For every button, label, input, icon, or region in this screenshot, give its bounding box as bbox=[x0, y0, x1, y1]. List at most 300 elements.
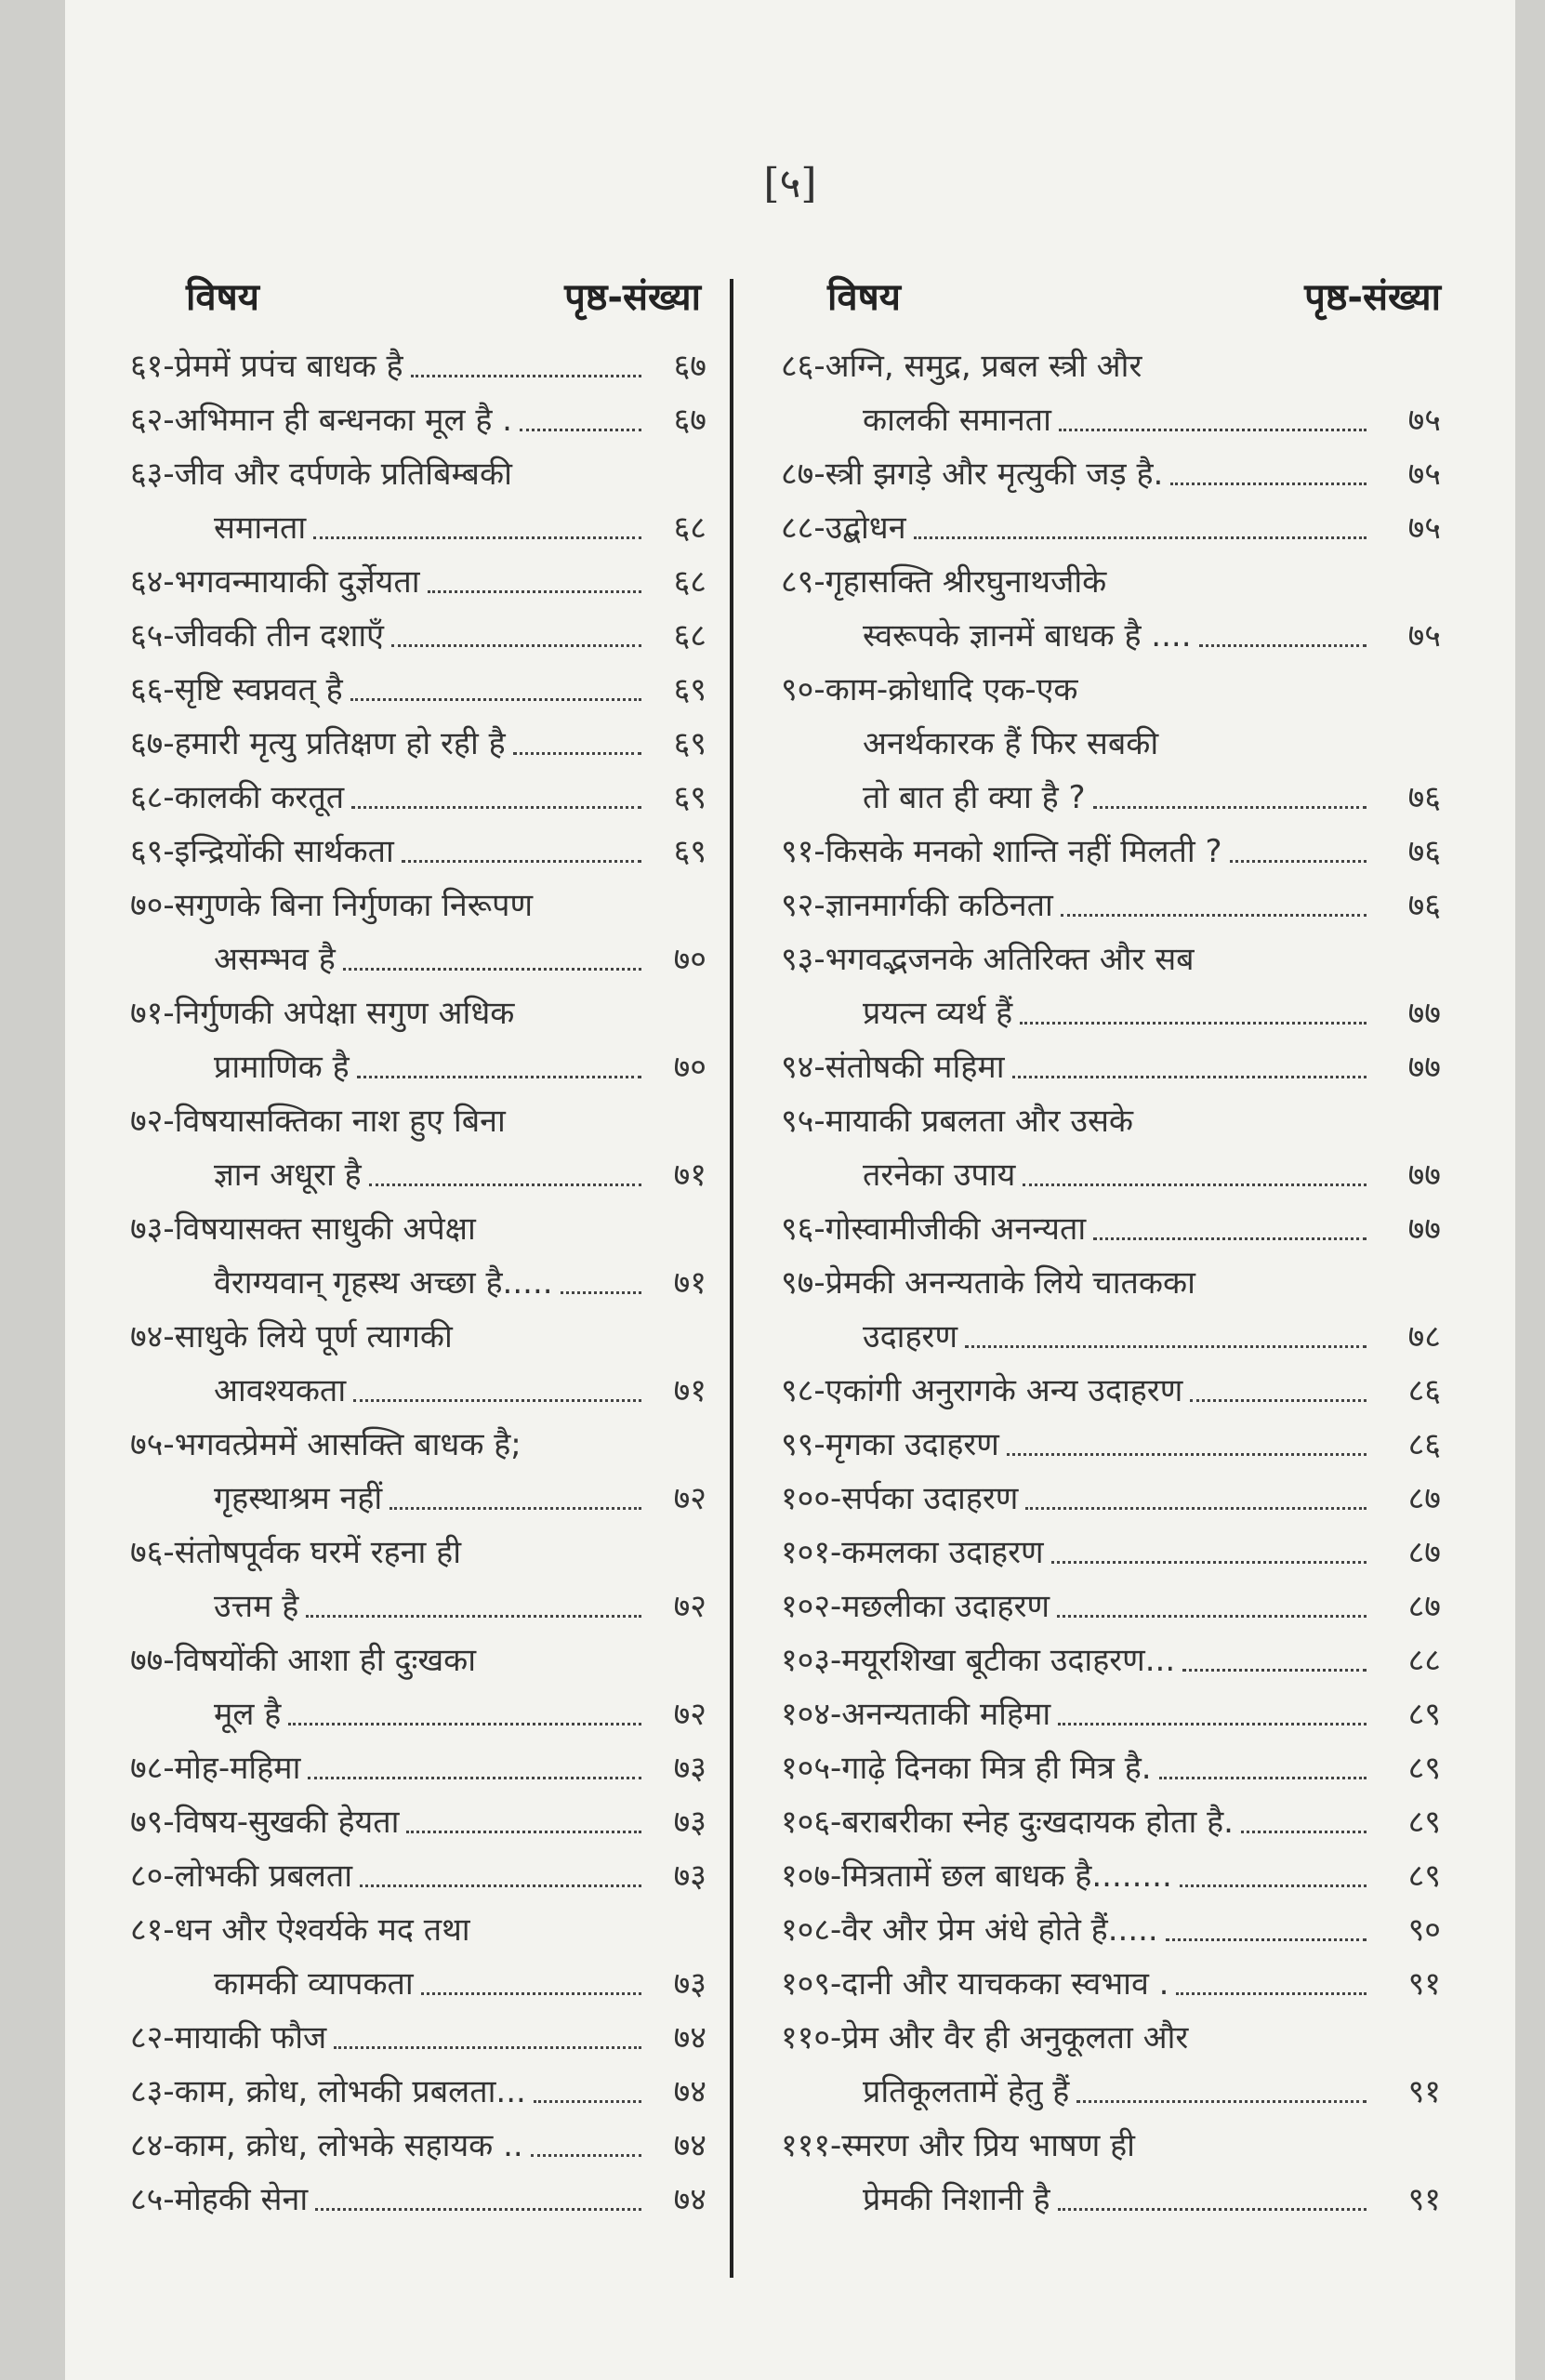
toc-entry-line bbox=[130, 2173, 706, 2227]
toc-entry-line bbox=[130, 1364, 706, 1418]
toc-entry-title: समानता bbox=[214, 509, 307, 547]
toc-entry bbox=[781, 339, 1441, 447]
dot-leader bbox=[1230, 860, 1367, 863]
toc-entry-line bbox=[130, 2065, 706, 2119]
toc-entry-page: ७४ bbox=[673, 2073, 706, 2110]
toc-entry-page: ६९ bbox=[673, 833, 706, 870]
toc-entry-title: १०६-बराबरीका स्नेह दुःखदायक होता है. bbox=[781, 1804, 1234, 1841]
toc-entry-title: ६६-सृष्टि स्वप्नवत् है bbox=[130, 671, 343, 708]
dot-leader bbox=[1166, 1938, 1367, 1941]
toc-entry-line bbox=[781, 393, 1441, 447]
toc-entry bbox=[781, 447, 1441, 501]
toc-entry-title: ९३-भगवद्भजनके अतिरिक्त और सब bbox=[781, 941, 1195, 978]
toc-entry-line bbox=[130, 555, 706, 609]
dot-leader bbox=[288, 1723, 641, 1726]
toc-entry-page: ७३ bbox=[673, 1750, 706, 1787]
dot-leader bbox=[561, 1291, 641, 1294]
toc-entry-title: ८९-गृहासक्ति श्रीरघुनाथजीके bbox=[781, 563, 1107, 601]
toc-entry-title: ६२-अभिमान ही बन्धनका मूल है . bbox=[130, 402, 512, 439]
toc-entry-page: ७३ bbox=[673, 1965, 706, 2003]
toc-entry-page: ८७ bbox=[1407, 1480, 1441, 1517]
toc-entry bbox=[130, 609, 706, 663]
dot-leader bbox=[334, 2046, 641, 2049]
toc-entry bbox=[130, 555, 706, 609]
column-header bbox=[130, 270, 706, 321]
toc-entry-line bbox=[130, 1418, 706, 1472]
toc-entry-line bbox=[130, 447, 706, 501]
toc-entry bbox=[130, 1903, 706, 2011]
toc-entry-line bbox=[781, 932, 1441, 986]
toc-entry-title: ७३-विषयासक्त साधुकी अपेक्षा bbox=[130, 1210, 476, 1248]
toc-entry-line bbox=[781, 1040, 1441, 1094]
toc-entry bbox=[130, 1741, 706, 1795]
toc-entry-page: ७२ bbox=[673, 1480, 706, 1517]
toc-entry-title: १००-सर्पका उदाहरण bbox=[781, 1480, 1019, 1517]
toc-entry-title: ६७-हमारी मृत्यु प्रतिक्षण हो रही है bbox=[130, 725, 506, 762]
dot-leader bbox=[1199, 644, 1367, 647]
toc-entry bbox=[130, 1202, 706, 1310]
toc-entry-page: ८९ bbox=[1407, 1750, 1441, 1787]
toc-entry-title: ९८-एकांगी अनुरागके अन्य उदाहरण bbox=[781, 1372, 1183, 1409]
toc-entry-title: उत्तम है bbox=[214, 1588, 299, 1625]
toc-entry-title: ९०-काम-क्रोधादि एक-एक bbox=[781, 671, 1078, 708]
toc-entry bbox=[781, 1040, 1441, 1094]
toc-entry-page: ८६ bbox=[1407, 1426, 1441, 1463]
toc-entry bbox=[781, 1633, 1441, 1687]
dot-leader bbox=[1076, 2100, 1367, 2103]
toc-entry-page: ८६ bbox=[1407, 1372, 1441, 1409]
column-divider bbox=[730, 279, 733, 2278]
dot-leader bbox=[534, 2100, 641, 2103]
toc-entry-title: ७६-संतोषपूर्वक घरमें रहना ही bbox=[130, 1534, 462, 1571]
toc-entry-line bbox=[130, 1687, 706, 1741]
toc-entry-title: ९५-मायाकी प्रबलता और उसके bbox=[781, 1103, 1134, 1140]
toc-entry-line bbox=[130, 1094, 706, 1148]
toc-entry-line bbox=[130, 1795, 706, 1849]
toc-entry-title: ज्ञान अधूरा है bbox=[214, 1157, 362, 1194]
dot-leader bbox=[531, 2154, 641, 2157]
dot-leader bbox=[1007, 1453, 1367, 1456]
toc-entry-line bbox=[781, 339, 1441, 393]
dot-leader bbox=[315, 2208, 641, 2211]
toc-entry-title: प्रतिकूलतामें हेतु हैं bbox=[863, 2073, 1070, 2110]
book-page bbox=[65, 0, 1515, 2380]
toc-entry-line bbox=[130, 1741, 706, 1795]
toc-entry-line bbox=[130, 1472, 706, 1526]
toc-entry-line bbox=[130, 825, 706, 879]
toc-entry-line bbox=[781, 555, 1441, 609]
toc-entry-title: आवश्यकता bbox=[214, 1372, 347, 1409]
toc-entry-line bbox=[781, 1526, 1441, 1580]
toc-entry bbox=[781, 1418, 1441, 1472]
toc-entry-line bbox=[781, 986, 1441, 1040]
toc-entry-line bbox=[130, 393, 706, 447]
toc-entry-title: १०२-मछलीका उदाहरण bbox=[781, 1588, 1050, 1625]
toc-entry bbox=[781, 1256, 1441, 1364]
toc-entry-line bbox=[130, 1957, 706, 2011]
toc-entry-page: ७४ bbox=[673, 2019, 706, 2056]
toc-entry-page: ७७ bbox=[1407, 1049, 1441, 1086]
toc-entry bbox=[130, 1094, 706, 1202]
toc-entry-page: ९० bbox=[1407, 1911, 1441, 1949]
toc-entry-line bbox=[781, 1741, 1441, 1795]
toc-entry-line bbox=[781, 609, 1441, 663]
toc-entry bbox=[130, 2119, 706, 2173]
dot-leader bbox=[1012, 1076, 1367, 1078]
toc-entry bbox=[130, 879, 706, 986]
toc-entry bbox=[781, 1202, 1441, 1256]
toc-entry-title: ६९-इन्द्रियोंकी सार्थकता bbox=[130, 833, 394, 870]
toc-entry-title: १०५-गाढ़े दिनका मित्र ही मित्र है. bbox=[781, 1750, 1152, 1787]
dot-leader bbox=[357, 1076, 641, 1078]
dot-leader bbox=[306, 1615, 641, 1618]
toc-entry-line bbox=[781, 771, 1441, 825]
dot-leader bbox=[313, 536, 641, 539]
dot-leader bbox=[353, 1399, 641, 1402]
header-subject: विषय bbox=[827, 276, 901, 319]
toc-entry-line bbox=[781, 2011, 1441, 2065]
dot-leader bbox=[421, 1992, 641, 1995]
toc-entry-line bbox=[130, 1849, 706, 1903]
toc-entry-title: ८६-अग्नि, समुद्र, प्रबल स्त्री और bbox=[781, 348, 1142, 385]
toc-entry bbox=[781, 1526, 1441, 1580]
dot-leader bbox=[411, 375, 641, 377]
toc-entry-line bbox=[130, 1633, 706, 1687]
dot-leader bbox=[360, 1884, 641, 1887]
dot-leader bbox=[1093, 1237, 1367, 1240]
toc-entry-title: ९२-ज्ञानमार्गकी कठिनता bbox=[781, 887, 1053, 924]
toc-entry-title: १०१-कमलका उदाहरण bbox=[781, 1534, 1044, 1571]
toc-entry-title: ११०-प्रेम और वैर ही अनुकूलता और bbox=[781, 2019, 1189, 2056]
toc-entry-line bbox=[781, 1795, 1441, 1849]
toc-entry-title: ६८-कालकी करतूत bbox=[130, 779, 345, 816]
toc-entry-title: गृहस्थाश्रम नहीं bbox=[214, 1480, 383, 1517]
toc-entry-page: ६७ bbox=[673, 348, 706, 385]
dot-leader bbox=[1025, 1507, 1367, 1510]
toc-entry-page: ६९ bbox=[673, 671, 706, 708]
toc-entry-title: ७०-सगुणके बिना निर्गुणका निरूपण bbox=[130, 887, 534, 924]
toc-entry bbox=[781, 1472, 1441, 1526]
toc-entry bbox=[781, 1580, 1441, 1633]
toc-entry-title: ९६-गोस्वामीजीकी अनन्यता bbox=[781, 1210, 1087, 1248]
toc-entry bbox=[781, 663, 1441, 825]
dot-leader bbox=[965, 1345, 1367, 1348]
toc-entry-page: ६९ bbox=[673, 725, 706, 762]
toc-entry bbox=[130, 663, 706, 717]
toc-entry bbox=[781, 555, 1441, 663]
toc-entry-title: ८८-उद्बोधन bbox=[781, 509, 906, 547]
toc-entry-title: ७२-विषयासक्तिका नाश हुए बिना bbox=[130, 1103, 506, 1140]
toc-entry-line bbox=[130, 2011, 706, 2065]
toc-entry-line bbox=[781, 1849, 1441, 1903]
dot-leader bbox=[1020, 1022, 1367, 1025]
toc-entry-line bbox=[781, 1418, 1441, 1472]
column-header bbox=[781, 270, 1441, 321]
toc-entry bbox=[781, 879, 1441, 932]
toc-entry-line bbox=[781, 717, 1441, 771]
toc-entry-page: ६७ bbox=[673, 402, 706, 439]
toc-entry-line bbox=[781, 1903, 1441, 1957]
toc-entry-title: असम्भव है bbox=[214, 941, 336, 978]
dot-leader bbox=[391, 644, 641, 647]
toc-entry-title: कामकी व्यापकता bbox=[214, 1965, 414, 2003]
toc-entry-title: ८४-काम, क्रोध, लोभके सहायक .. bbox=[130, 2127, 523, 2164]
toc-entry-title: वैराग्यवान् गृहस्थ अच्छा है..... bbox=[214, 1264, 553, 1302]
toc-entry bbox=[781, 932, 1441, 1040]
toc-entry-line bbox=[781, 663, 1441, 717]
toc-entry-line bbox=[781, 1094, 1441, 1148]
toc-entry-line bbox=[781, 1310, 1441, 1364]
toc-entry-line bbox=[130, 609, 706, 663]
toc-entry-title: प्रामाणिक है bbox=[214, 1049, 350, 1086]
toc-entry bbox=[781, 501, 1441, 555]
toc-left-column bbox=[130, 270, 706, 2227]
toc-entry-title: ८५-मोहकी सेना bbox=[130, 2181, 309, 2218]
dot-leader bbox=[350, 698, 641, 701]
toc-entry-title: ९१-किसके मनको शान्ति नहीं मिलती ? bbox=[781, 833, 1222, 870]
toc-entry-title: ६१-प्रेममें प्रपंच बाधक है bbox=[130, 348, 403, 385]
toc-entry-line bbox=[781, 1148, 1441, 1202]
toc-entry bbox=[781, 1741, 1441, 1795]
toc-entry-page: ६८ bbox=[673, 617, 706, 654]
toc-entry bbox=[130, 1526, 706, 1633]
dot-leader bbox=[308, 1777, 641, 1779]
toc-entry-line bbox=[130, 2119, 706, 2173]
toc-entry-title: ६४-भगवन्मायाकी दुर्ज्ञेयता bbox=[130, 563, 420, 601]
toc-entry-line bbox=[130, 501, 706, 555]
toc-entry-title: मूल है bbox=[214, 1696, 282, 1733]
toc-entry-page: ६९ bbox=[673, 779, 706, 816]
toc-entry-page: ७७ bbox=[1407, 1157, 1441, 1194]
toc-entry-page: ७७ bbox=[1407, 1210, 1441, 1248]
toc-entry-page: ७४ bbox=[673, 2181, 706, 2218]
toc-entry-page: ७४ bbox=[673, 2127, 706, 2164]
dot-leader bbox=[1170, 483, 1367, 485]
toc-entry-page: ७२ bbox=[673, 1588, 706, 1625]
toc-entry-page: ८९ bbox=[1407, 1858, 1441, 1895]
toc-entry-line bbox=[130, 1040, 706, 1094]
toc-entry-page: ७६ bbox=[1407, 887, 1441, 924]
toc-entry-list bbox=[781, 339, 1441, 2227]
dot-leader bbox=[351, 806, 641, 809]
toc-entry-line bbox=[781, 2119, 1441, 2173]
toc-entry-line bbox=[781, 2173, 1441, 2227]
dot-leader bbox=[1180, 1884, 1367, 1887]
toc-entry-page: ९१ bbox=[1407, 2181, 1441, 2218]
toc-entry bbox=[130, 825, 706, 879]
toc-entry bbox=[781, 1849, 1441, 1903]
toc-entry-page: ७६ bbox=[1407, 833, 1441, 870]
dot-leader bbox=[369, 1183, 641, 1186]
toc-entry-page: ७५ bbox=[1407, 402, 1441, 439]
dot-leader bbox=[1059, 429, 1367, 431]
toc-entry-line bbox=[781, 1202, 1441, 1256]
dot-leader bbox=[1061, 914, 1367, 917]
toc-entry-title: ७५-भगवत्प्रेममें आसक्ति बाधक है; bbox=[130, 1426, 522, 1463]
header-page-number: पृष्ठ-संख्या bbox=[564, 276, 701, 319]
toc-entry bbox=[130, 393, 706, 447]
toc-entry-title: ८२-मायाकी फौज bbox=[130, 2019, 327, 2056]
toc-entry-page: ८७ bbox=[1407, 1588, 1441, 1625]
dot-leader bbox=[914, 536, 1367, 539]
toc-entry-title: ६३-जीव और दर्पणके प्रतिबिम्बकी bbox=[130, 456, 512, 493]
toc-entry bbox=[781, 1795, 1441, 1849]
toc-entry-page: ७३ bbox=[673, 1858, 706, 1895]
toc-entry-line bbox=[781, 1633, 1441, 1687]
toc-entry-page: ७० bbox=[673, 1049, 706, 1086]
toc-entry-line bbox=[130, 1202, 706, 1256]
toc-entry-page: ७२ bbox=[673, 1696, 706, 1733]
toc-entry-line bbox=[781, 2065, 1441, 2119]
toc-entry bbox=[130, 986, 706, 1094]
toc-entry-line bbox=[130, 879, 706, 932]
toc-entry-line bbox=[781, 447, 1441, 501]
dot-leader bbox=[1058, 1723, 1367, 1726]
dot-leader bbox=[402, 860, 641, 863]
toc-entry-title: १११-स्मरण और प्रिय भाषण ही bbox=[781, 2127, 1135, 2164]
toc-entry bbox=[130, 1849, 706, 1903]
toc-entry-title: अनर्थकारक हैं फिर सबकी bbox=[863, 725, 1159, 762]
toc-entry-title: ८०-लोभकी प्रबलता bbox=[130, 1858, 353, 1895]
toc-entry bbox=[781, 2011, 1441, 2119]
toc-entry-title: ६५-जीवकी तीन दशाएँ bbox=[130, 617, 384, 654]
toc-entry bbox=[781, 1687, 1441, 1741]
toc-entry-line bbox=[130, 1526, 706, 1580]
toc-entry-line bbox=[781, 1957, 1441, 2011]
toc-entry-page: ७१ bbox=[673, 1157, 706, 1194]
toc-entry-page: ७१ bbox=[673, 1372, 706, 1409]
toc-entry-page: ६८ bbox=[673, 563, 706, 601]
toc-entry-line bbox=[130, 771, 706, 825]
toc-entry-page: ८९ bbox=[1407, 1696, 1441, 1733]
dot-leader bbox=[513, 752, 641, 755]
toc-entry-title: ९७-प्रेमकी अनन्यताके लिये चातकका bbox=[781, 1264, 1195, 1302]
toc-entry-title: ७८-मोह-महिमा bbox=[130, 1750, 301, 1787]
toc-entry bbox=[130, 339, 706, 393]
toc-entry-page: ७५ bbox=[1407, 456, 1441, 493]
toc-entry-line bbox=[130, 717, 706, 771]
toc-entry-page: ७६ bbox=[1407, 779, 1441, 816]
toc-entry-line bbox=[781, 1580, 1441, 1633]
toc-entry bbox=[130, 2065, 706, 2119]
toc-entry-page: ८९ bbox=[1407, 1804, 1441, 1841]
dot-leader bbox=[1190, 1399, 1367, 1402]
toc-entry-title: १०८-वैर और प्रेम अंधे होते हैं..... bbox=[781, 1911, 1158, 1949]
toc-entry-page: ६८ bbox=[673, 509, 706, 547]
toc-entry bbox=[781, 2119, 1441, 2227]
toc-entry-page: ९१ bbox=[1407, 2073, 1441, 2110]
toc-entry-title: १०७-मित्रतामें छल बाधक है........ bbox=[781, 1858, 1172, 1895]
dot-leader bbox=[428, 590, 641, 593]
toc-entry bbox=[781, 1957, 1441, 2011]
dot-leader bbox=[1051, 1561, 1367, 1564]
toc-entry-line bbox=[781, 1687, 1441, 1741]
toc-entry-title: ७१-निर्गुणकी अपेक्षा सगुण अधिक bbox=[130, 995, 515, 1032]
toc-entry-list bbox=[130, 339, 706, 2227]
toc-entry-title: १०४-अनन्यताकी महिमा bbox=[781, 1696, 1051, 1733]
toc-entry-page: ७० bbox=[673, 941, 706, 978]
toc-entry bbox=[130, 717, 706, 771]
toc-entry-title: कालकी समानता bbox=[863, 402, 1051, 439]
toc-entry-line bbox=[781, 825, 1441, 879]
dot-leader bbox=[1176, 1992, 1367, 1995]
toc-right-column bbox=[781, 270, 1441, 2227]
toc-entry-title: ८१-धन और ऐश्वर्यके मद तथा bbox=[130, 1911, 470, 1949]
toc-entry-page: ७१ bbox=[673, 1264, 706, 1302]
page-number: [५] bbox=[763, 160, 817, 207]
toc-entry-title: ८३-काम, क्रोध, लोभकी प्रबलता... bbox=[130, 2073, 526, 2110]
toc-entry-line bbox=[130, 1148, 706, 1202]
toc-entry-page: ७७ bbox=[1407, 995, 1441, 1032]
toc-entry bbox=[781, 825, 1441, 879]
toc-entry bbox=[130, 1633, 706, 1741]
dot-leader bbox=[406, 1831, 641, 1833]
dot-leader bbox=[1241, 1831, 1367, 1833]
toc-entry-title: १०३-मयूरशिखा बूटीका उदाहरण... bbox=[781, 1642, 1176, 1679]
toc-entry-line bbox=[781, 1364, 1441, 1418]
toc-entry bbox=[130, 771, 706, 825]
toc-entry-title: प्रेमकी निशानी है bbox=[863, 2181, 1050, 2218]
dot-leader bbox=[1058, 2208, 1367, 2211]
dot-leader bbox=[343, 968, 641, 971]
toc-entry-line bbox=[130, 339, 706, 393]
toc-entry bbox=[130, 447, 706, 555]
toc-entry bbox=[781, 1364, 1441, 1418]
toc-entry bbox=[130, 1310, 706, 1418]
toc-entry-line bbox=[781, 1256, 1441, 1310]
dot-leader bbox=[390, 1507, 641, 1510]
dot-leader bbox=[1057, 1615, 1367, 1618]
toc-entry bbox=[781, 1094, 1441, 1202]
toc-entry-page: ७८ bbox=[1407, 1318, 1441, 1355]
toc-entry-title: ७७-विषयोंकी आशा ही दुःखका bbox=[130, 1642, 477, 1679]
toc-entry-title: ७४-साधुके लिये पूर्ण त्यागकी bbox=[130, 1318, 453, 1355]
toc-entry-page: ९१ bbox=[1407, 1965, 1441, 2003]
dot-leader bbox=[520, 429, 641, 431]
toc-entry-title: ७९-विषय-सुखकी हेयता bbox=[130, 1804, 400, 1841]
toc-entry-title: उदाहरण bbox=[863, 1318, 958, 1355]
toc-entry-title: ९४-संतोषकी महिमा bbox=[781, 1049, 1005, 1086]
toc-entry-line bbox=[130, 986, 706, 1040]
header-page-number: पृष्ठ-संख्या bbox=[1304, 276, 1441, 319]
toc-entry-line bbox=[130, 1310, 706, 1364]
toc-entry-page: ८८ bbox=[1407, 1642, 1441, 1679]
toc-entry-line bbox=[130, 663, 706, 717]
toc-entry-title: ८७-स्त्री झगड़े और मृत्युकी जड़ है. bbox=[781, 456, 1164, 493]
toc-entry-title: तरनेका उपाय bbox=[863, 1157, 1016, 1194]
toc-entry bbox=[130, 1418, 706, 1526]
toc-entry-line bbox=[130, 1903, 706, 1957]
toc-entry-line bbox=[130, 1580, 706, 1633]
toc-entry-title: तो बात ही क्या है ? bbox=[863, 779, 1086, 816]
toc-entry-line bbox=[781, 1472, 1441, 1526]
dot-leader bbox=[1093, 806, 1367, 809]
toc-entry-line bbox=[130, 932, 706, 986]
toc-entry-line bbox=[781, 879, 1441, 932]
dot-leader bbox=[1023, 1183, 1367, 1186]
header-subject: विषय bbox=[186, 276, 259, 319]
toc-entry bbox=[130, 2011, 706, 2065]
toc-entry-line bbox=[781, 501, 1441, 555]
toc-entry-page: ७५ bbox=[1407, 509, 1441, 547]
toc-entry-title: स्वरूपके ज्ञानमें बाधक है .... bbox=[863, 617, 1192, 654]
toc-entry-page: ७३ bbox=[673, 1804, 706, 1841]
dot-leader bbox=[1159, 1777, 1367, 1779]
toc-entry-page: ७५ bbox=[1407, 617, 1441, 654]
toc-entry bbox=[130, 1795, 706, 1849]
dot-leader bbox=[1182, 1669, 1367, 1672]
toc-entry-title: १०९-दानी और याचकका स्वभाव . bbox=[781, 1965, 1169, 2003]
